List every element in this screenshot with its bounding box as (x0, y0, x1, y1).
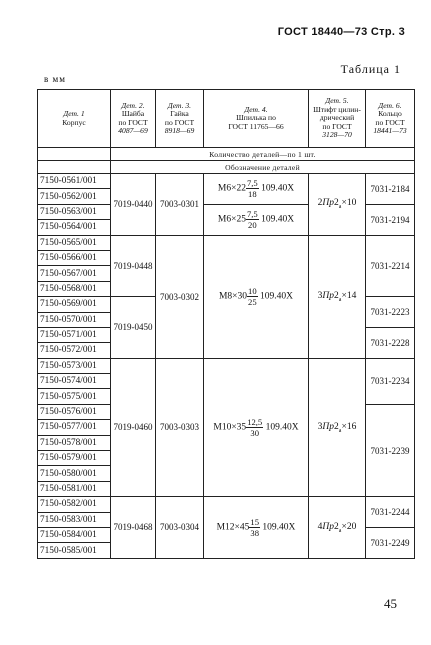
table-label: Таблица 1 (340, 62, 401, 76)
corpus-cell: 7150-0573/001 (38, 358, 111, 373)
corpus-cell: 7150-0583/001 (38, 512, 111, 527)
corpus-cell: 7150-0584/001 (38, 527, 111, 542)
ring-cell: 7031-2234 (366, 358, 415, 404)
corpus-cell: 7150-0581/001 (38, 481, 111, 496)
pin-cell: $3Пр2_а\times 14$ (309, 235, 366, 358)
corpus-cell: 7150-0585/001 (38, 543, 111, 558)
corpus-cell: 7150-0569/001 (38, 297, 111, 312)
corpus-cell: 7150-0564/001 (38, 220, 111, 235)
pin-cell: $2Пр2_а\times 10$ (309, 174, 366, 236)
corpus-cell: 7150-0578/001 (38, 435, 111, 450)
nut-cell: 7003-0301 (156, 174, 204, 236)
nut-cell: 7003-0302 (156, 235, 204, 358)
stud-cell: M8×30 $\frac{10}{25}$ 109.40X (204, 235, 309, 358)
corpus-cell: 7150-0563/001 (38, 204, 111, 219)
ring-cell: 7031-2184 (366, 174, 415, 205)
col-header-stud: Дет. 4. Шпилька по ГОСТ 11765—66 (204, 90, 309, 148)
designation-note: Обозначение деталей (111, 161, 415, 174)
corpus-cell: 7150-0582/001 (38, 497, 111, 512)
corpus-cell: 7150-0566/001 (38, 250, 111, 265)
washer-cell: 7019-0460 (111, 358, 156, 497)
col-header-nut: Дет. 3. Гайка по ГОСТ 8918—69 (156, 90, 204, 148)
corpus-cell: 7150-0562/001 (38, 189, 111, 204)
corpus-cell: 7150-0568/001 (38, 281, 111, 296)
stud-cell: M6×22 $\frac{7,5}{18}$ 109.40X (204, 174, 309, 205)
corpus-cell: 7150-0574/001 (38, 374, 111, 389)
corpus-cell: 7150-0570/001 (38, 312, 111, 327)
nut-cell: 7003-0303 (156, 358, 204, 497)
ring-cell: 7031-2223 (366, 297, 415, 328)
col-header-washer: Дет. 2. Шайба по ГОСТ 4087—69 (111, 90, 156, 148)
ring-cell: 7031-2239 (366, 404, 415, 496)
corpus-cell: 7150-0561/001 (38, 174, 111, 189)
page-number: 45 (384, 596, 397, 611)
corpus-cell: 7150-0567/001 (38, 266, 111, 281)
washer-cell: 7019-0440 (111, 174, 156, 236)
pin-cell: $3Пр2_а\times 16$ (309, 358, 366, 497)
corpus-cell: 7150-0580/001 (38, 466, 111, 481)
document-header: ГОСТ 18440—73 Стр. 3 (277, 26, 405, 38)
washer-cell: 7019-0450 (111, 297, 156, 359)
col-header-ring: Дет. 6. Кольцо по ГОСТ 18441—73 (366, 90, 415, 148)
corpus-cell: 7150-0572/001 (38, 343, 111, 358)
ring-cell: 7031-2194 (366, 204, 415, 235)
corpus-cell: 7150-0575/001 (38, 389, 111, 404)
pin-cell: $4Пр2_а\times 20$ (309, 497, 366, 559)
stud-cell: M6×25 $\frac{7,5}{20}$ 109.40X (204, 204, 309, 235)
corpus-cell: 7150-0579/001 (38, 451, 111, 466)
corpus-cell: 7150-0571/001 (38, 327, 111, 342)
stud-cell: M10×35 $\frac{12,5}{30}$ 109.40X (204, 358, 309, 497)
nut-cell: 7003-0304 (156, 497, 204, 559)
corpus-cell: 7150-0576/001 (38, 404, 111, 419)
washer-cell: 7019-0468 (111, 497, 156, 559)
quantity-note: Количество деталей—по 1 шт. (111, 148, 415, 161)
washer-cell: 7019-0448 (111, 235, 156, 297)
corpus-cell: 7150-0577/001 (38, 420, 111, 435)
ring-cell: 7031-2214 (366, 235, 415, 297)
details-table (37, 89, 415, 559)
ring-cell: 7031-2244 (366, 497, 415, 528)
ring-cell: 7031-2249 (366, 527, 415, 558)
col-header-corpus: Дет. 1 Корпус (38, 90, 111, 148)
ring-cell: 7031-2228 (366, 327, 415, 358)
units-label: в мм (44, 74, 66, 84)
col-header-pin: Дет. 5. Штифт цилин- дрический по ГОСТ 3128—70 (309, 90, 366, 148)
stud-cell: M12×45 $\frac{15}{38}$ 109.40X (204, 497, 309, 559)
corpus-cell: 7150-0565/001 (38, 235, 111, 250)
